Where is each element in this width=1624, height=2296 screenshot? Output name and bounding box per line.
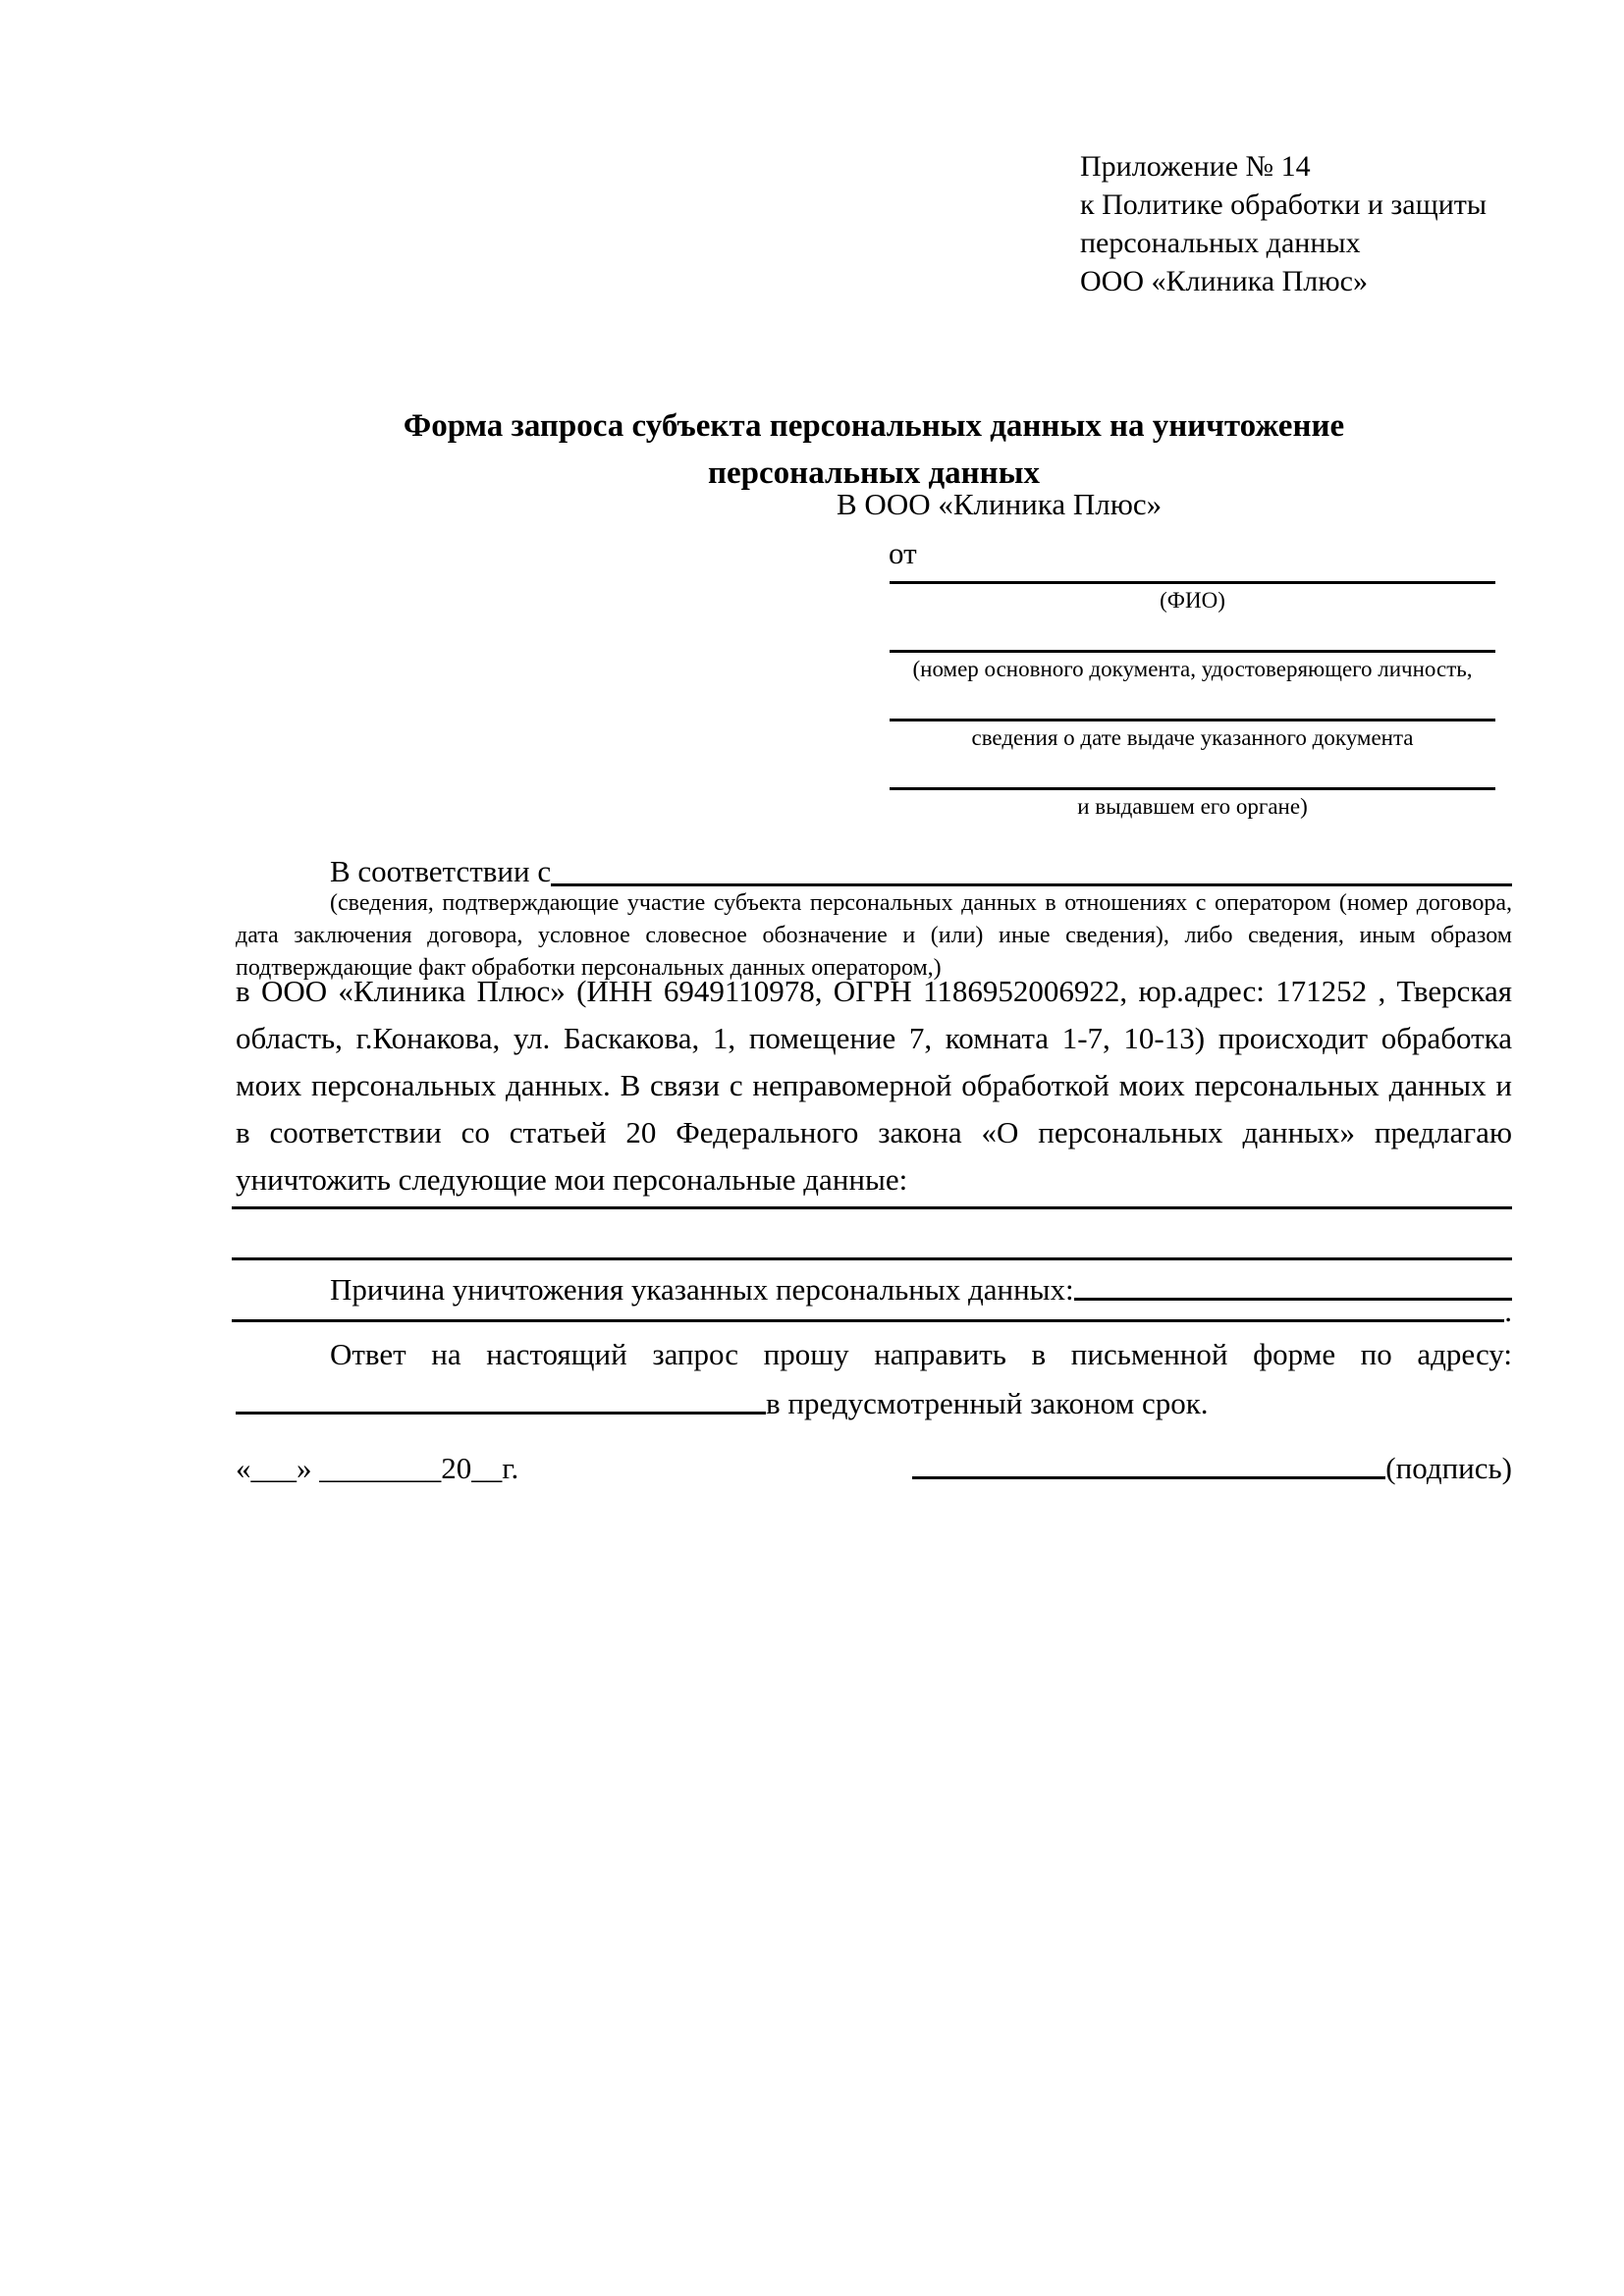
form-title-line2: персональных данных (708, 455, 1040, 491)
period-character: . (1504, 1294, 1512, 1328)
signature-block (912, 1451, 1512, 1486)
form-title-line1: Форма запроса субъекта персональных данных на уничтожение (403, 408, 1345, 444)
data-to-destroy-blank-line-2 (232, 1257, 1512, 1260)
reply-address-line (236, 1378, 1512, 1421)
document-number-blank-line (890, 618, 1495, 653)
issue-date-field (890, 687, 1495, 756)
appendix-org-name: ООО «Клиника Плюс» (1080, 265, 1368, 297)
date-blank-line: «___» ________20__г. (236, 1451, 519, 1485)
accordance-prefix: В соответствии с (330, 854, 552, 888)
issuing-authority-field (890, 756, 1495, 825)
reply-sentence: Ответ на настоящий запрос прошу направить в письменной форме по адресу: (330, 1337, 1512, 1371)
appendix-policy-line: к Политике обработки и защиты (1080, 188, 1488, 221)
data-to-destroy-blank-line-1 (232, 1206, 1512, 1209)
fio-caption: (ФИО) (1160, 588, 1225, 613)
accordance-blank-line (551, 883, 1512, 886)
fio-blank-line (890, 550, 1495, 584)
reason-continuation-line (232, 1284, 1512, 1329)
appendix-number: Приложение № 14 (1080, 150, 1311, 183)
appendix-header (1080, 147, 1487, 300)
issuing-authority-blank-line (890, 756, 1495, 790)
signature-caption: (подпись) (1385, 1451, 1512, 1485)
applicant-fields-block (890, 550, 1495, 825)
issuing-authority-caption: и выдавшем его органе) (1077, 794, 1308, 819)
footer-row (236, 1451, 1512, 1486)
reply-address-blank-line (236, 1412, 766, 1415)
document-number-caption: (номер основного документа, удостоверяющего личность, (912, 657, 1473, 681)
form-title (236, 402, 1512, 497)
accordance-footnote: (сведения, подтверждающие участие субъекта персональных данных в отношениях с оператором (номер договора, дата заключения договора, условное словесное обозначение и (или) иные сведения), либо сведения, иным образом подтверждающие факт обработки персональных данных оператором,) (236, 890, 1512, 981)
addressee-organization: В ООО «Клиника Плюс» (837, 487, 1163, 521)
issue-date-blank-line (890, 687, 1495, 721)
from-label: от (889, 536, 917, 570)
document-number-field (890, 618, 1495, 687)
appendix-policy-line2: персональных данных (1080, 227, 1361, 259)
signature-blank-line (912, 1476, 1385, 1479)
reason-label: Причина уничтожения указанных персональных данных: (330, 1272, 1074, 1307)
issue-date-caption: сведения о дате выдаче указанного документа (971, 725, 1414, 750)
main-paragraph: в ООО «Клиника Плюс» (ИНН 6949110978, ОГРН 1186952006922, юр.адрес: 171252 , Тверская область, г.Конакова, ул. Баскакова, 1, помещение 7, комната 1-7, 10-13) происходит обработка моих персональных данных. В связи с неправомерной обработкой моих персональных данных и в соответствии со статьей 20 Федерального закона «О персональных данных» предлагаю уничтожить следующие мои персональные данные: (236, 974, 1512, 1197)
reply-suffix: в предусмотренный законом срок. (766, 1386, 1209, 1420)
reason-blank-line-2 (232, 1319, 1504, 1322)
fio-field (890, 550, 1495, 618)
